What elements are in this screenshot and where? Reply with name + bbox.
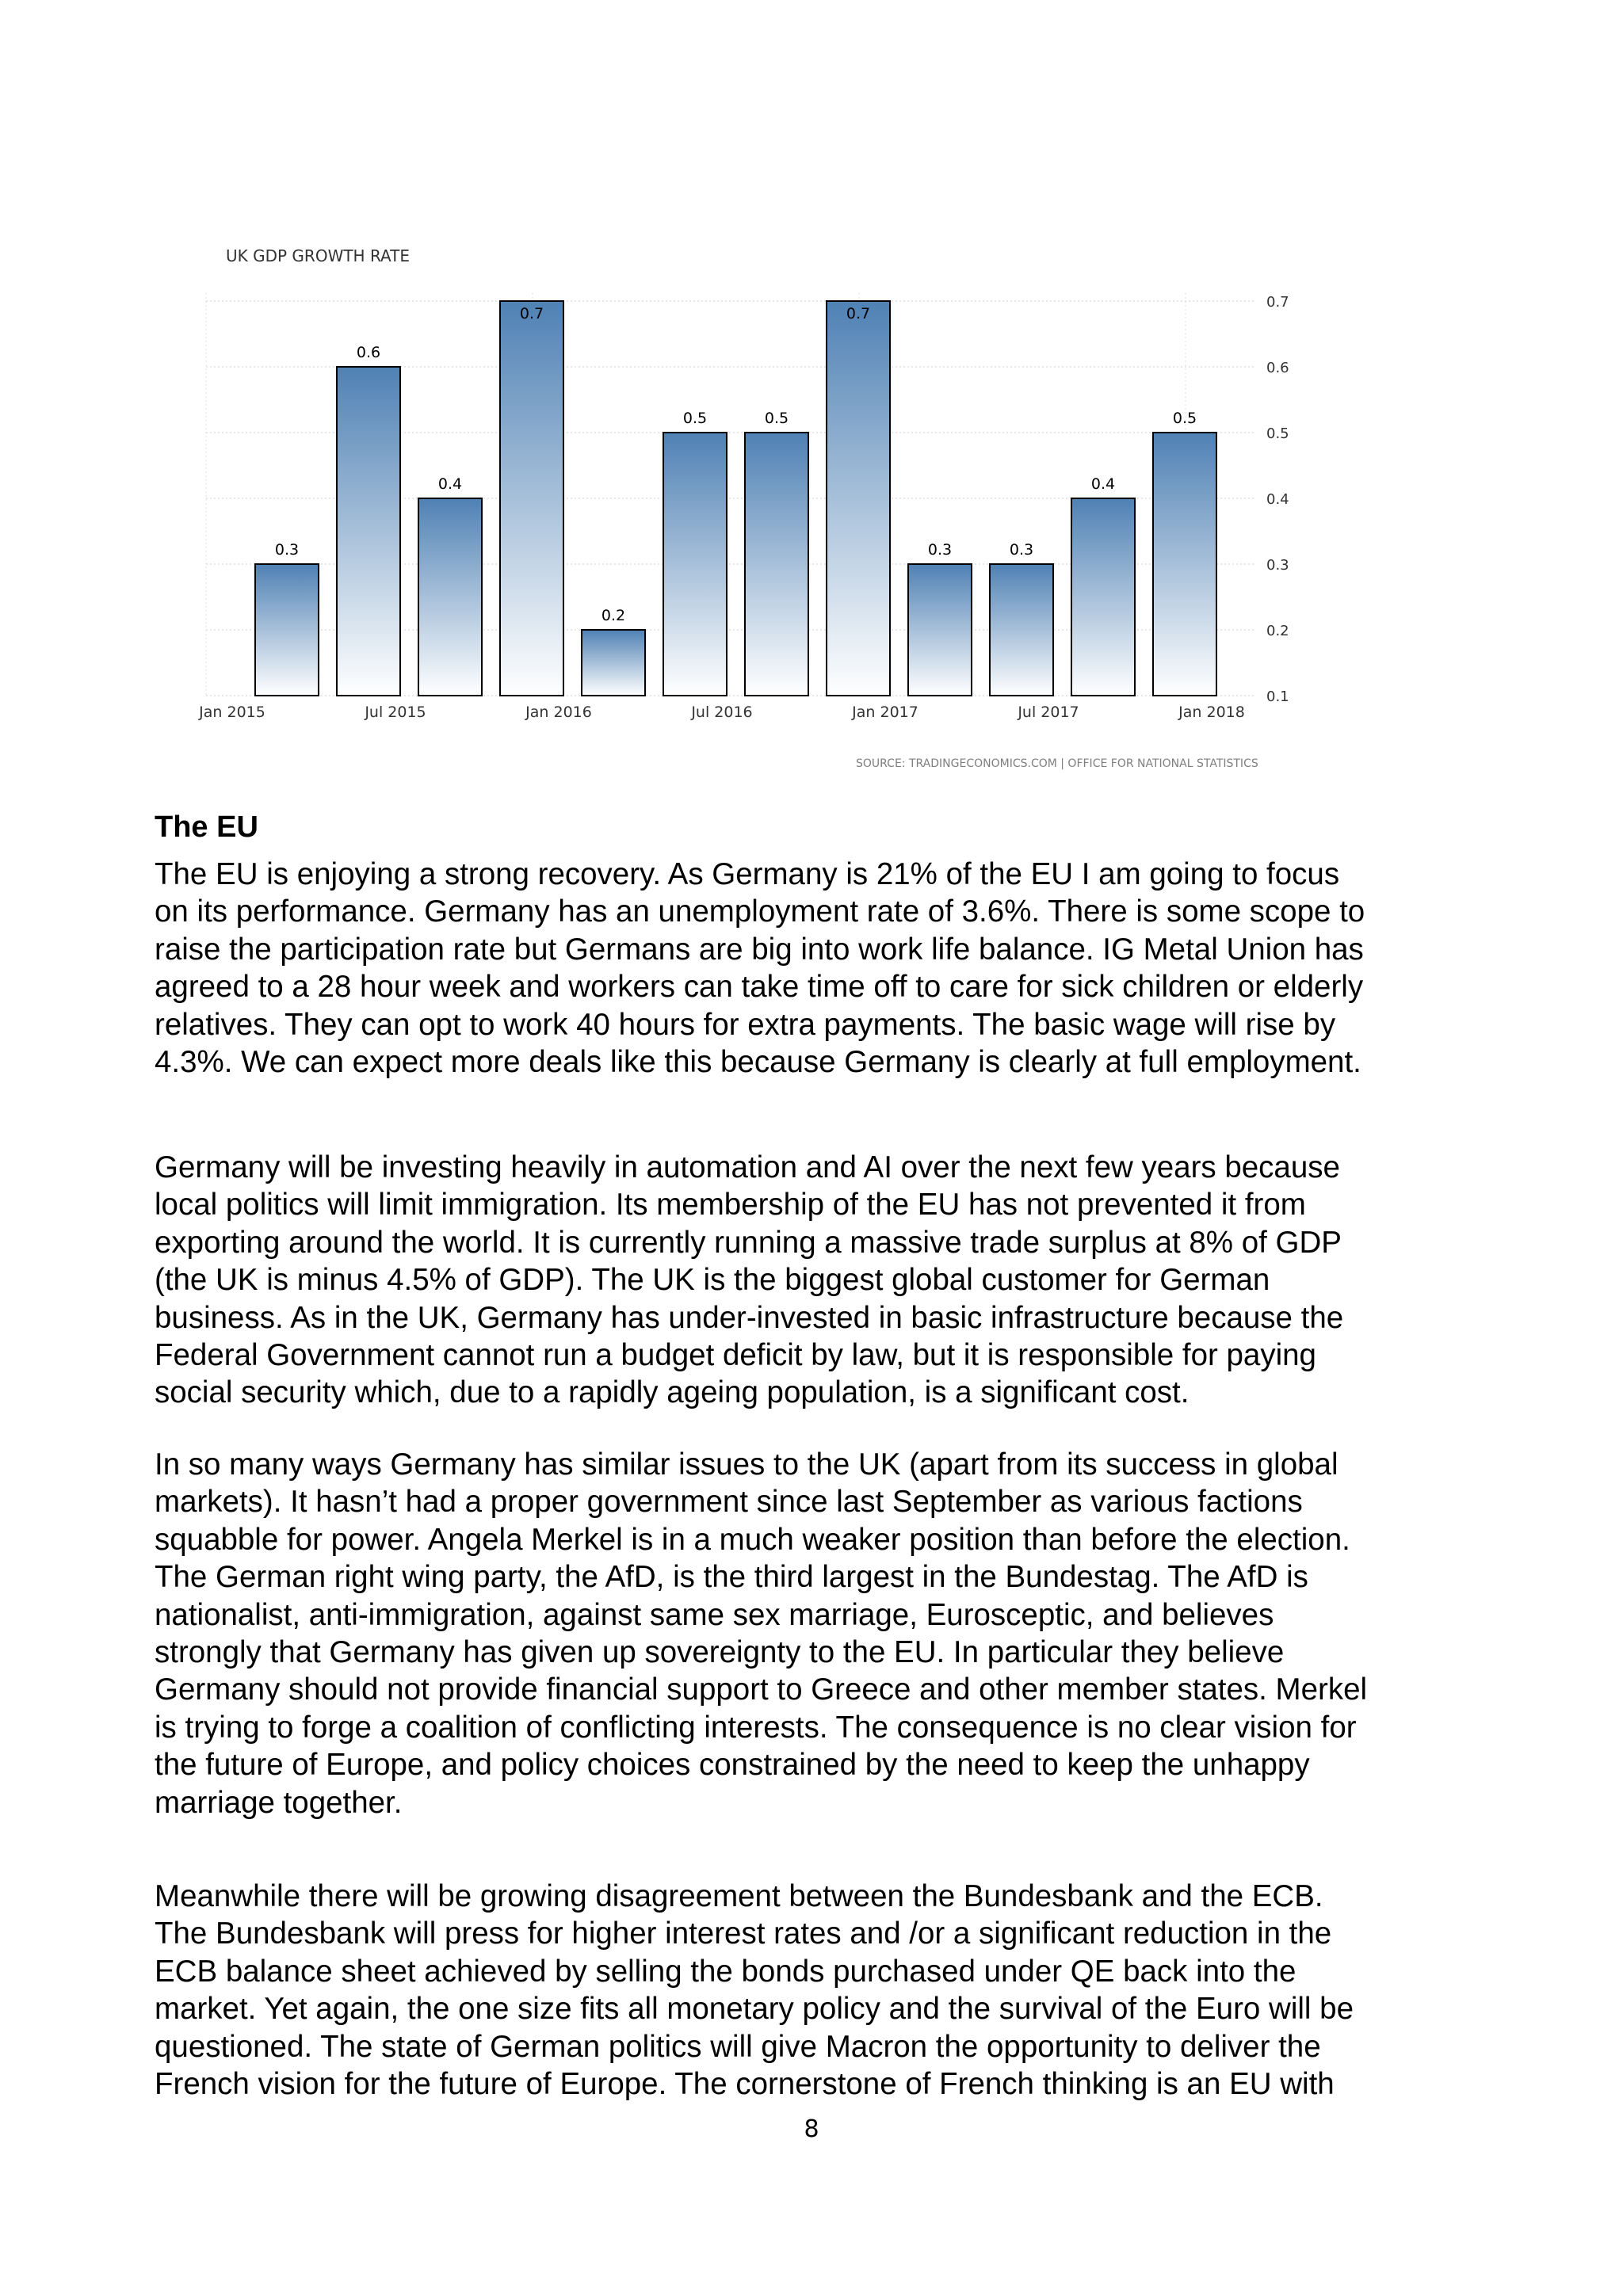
y-tick-label: 0.6 [1266,360,1289,376]
y-tick-label: 0.3 [1266,557,1289,574]
bar [745,433,808,696]
bar [827,301,890,696]
y-tick-label: 0.2 [1266,623,1289,639]
paragraph-line: French vision for the future of Europe. The cornerstone of French thinking is an EU with [155,2067,1335,2102]
x-tick-label: Jul 2015 [365,704,426,721]
paragraph-line: ECB balance sheet achieved by selling the bonds purchased under QE back into the [155,1954,1296,1989]
paragraph-line: (the UK is minus 4.5% of GDP). The UK is the biggest global customer for German [155,1263,1270,1298]
paragraph-line: business. As in the UK, Germany has under-invested in basic infrastructure because the [155,1300,1344,1335]
data-label: 0.4 [437,475,463,493]
bar [418,498,482,696]
data-label: 0.2 [601,607,626,624]
paragraph-line: exporting around the world. It is currently running a massive trade surplus at 8% of GDP [155,1225,1342,1260]
x-tick-label: Jul 2016 [691,704,753,721]
bar [500,301,563,696]
data-label: 0.5 [682,410,708,427]
uk-gdp-growth-chart [182,230,1331,784]
bar [255,564,319,696]
y-tick-label: 0.7 [1266,294,1289,311]
data-label: 0.5 [764,410,789,427]
x-tick-label: Jan 2015 [199,704,265,721]
data-label: 0.5 [1172,410,1197,427]
paragraph-line: nationalist, anti-immigration, against same sex marriage, Eurosceptic, and believes [155,1597,1274,1632]
paragraph-line: The EU is enjoying a strong recovery. As Germany is 21% of the EU I am going to focus [155,857,1340,891]
data-label: 0.4 [1090,475,1116,493]
chart-source: SOURCE: TRADINGECONOMICS.COM | OFFICE FOR NATIONAL STATISTICS [856,757,1258,770]
data-label: 0.3 [927,541,953,559]
paragraph-line: the future of Europe, and policy choices constrained by the need to keep the unhappy [155,1748,1310,1783]
chart-x-axis [198,704,1245,721]
x-tick-label: Jan 2018 [1178,704,1245,721]
y-tick-label: 0.1 [1266,688,1289,705]
paragraph-line: Meanwhile there will be growing disagreement between the Bundesbank and the ECB. [155,1879,1323,1913]
data-label: 0.7 [519,305,544,322]
paragraph-line: local politics will limit immigration. Its membership of the EU has not prevented it from [155,1188,1306,1222]
data-label: 0.3 [274,541,300,559]
paragraph-line: The Bundesbank will press for higher interest rates and /or a significant reduction in the [155,1917,1332,1951]
bar [663,433,727,696]
paragraph-line: 4.3%. We can expect more deals like this because Germany is clearly at full employment. [155,1045,1361,1080]
paragraph-line: market. Yet again, the one size fits all monetary policy and the survival of the Euro will be [155,1992,1354,2027]
x-tick-label: Jan 2017 [852,704,918,721]
paragraph-line: raise the participation rate but Germans are big into work life balance. IG Metal Union has [155,932,1364,967]
bar [908,564,972,696]
chart-data-labels [275,305,1197,624]
paragraph-line: squabble for power. Angela Merkel is in a much weaker position than before the election. [155,1522,1350,1557]
data-label: 0.6 [356,344,381,361]
paragraph-line: marriage together. [155,1785,403,1820]
data-label: 0.3 [1009,541,1034,559]
paragraph-line: In so many ways Germany has similar issues to the UK (apart from its success in global [155,1447,1338,1482]
paragraph-line: The German right wing party, the AfD, is the third largest in the Bundestag. The AfD is [155,1560,1308,1595]
y-tick-label: 0.5 [1266,425,1289,442]
chart-bars [255,301,1216,696]
bar [582,630,645,696]
x-tick-label: Jul 2017 [1018,704,1079,721]
paragraph-line: strongly that Germany has given up sovereignty to the EU. In particular they believe [155,1635,1285,1670]
paragraph [155,856,1486,1081]
data-label: 0.7 [846,305,871,322]
y-tick-label: 0.4 [1266,491,1289,508]
page-number: 8 [804,2115,819,2143]
paragraph-line: social security which, due to a rapidly ageing population, is a significant cost. [155,1375,1190,1410]
paragraph-line: agreed to a 28 hour week and workers can take time off to care for sick children or elderly [155,970,1364,1005]
paragraph [155,1878,1486,2103]
paragraph-line: Germany should not provide financial support to Greece and other member states. Merkel [155,1672,1368,1707]
chart-title: UK GDP GROWTH RATE [226,246,411,265]
paragraph-line: on its performance. Germany has an unemployment rate of 3.6%. There is some scope to [155,894,1365,929]
paragraph-line: Germany will be investing heavily in automation and AI over the next few years because [155,1150,1340,1184]
paragraph-line: Federal Government cannot run a budget deficit by law, but it is responsible for paying [155,1338,1316,1373]
section-heading: The EU [155,810,258,844]
x-tick-label: Jan 2016 [525,704,592,721]
bar [990,564,1053,696]
bar [337,367,400,696]
chart-y-axis [1266,294,1289,705]
paragraph-line: relatives. They can opt to work 40 hours for extra payments. The basic wage will rise by [155,1007,1336,1042]
bar [1071,498,1135,696]
paragraph [155,1149,1486,1412]
bar [1153,433,1216,696]
paragraph-line: questioned. The state of German politics will give Macron the opportunity to deliver the [155,2029,1321,2064]
paragraph [155,1446,1486,1821]
paragraph-line: is trying to forge a coalition of conflicting interests. The consequence is no clear vision for [155,1710,1357,1745]
paragraph-line: markets). It hasn’t had a proper government since last September as various factions [155,1485,1303,1520]
